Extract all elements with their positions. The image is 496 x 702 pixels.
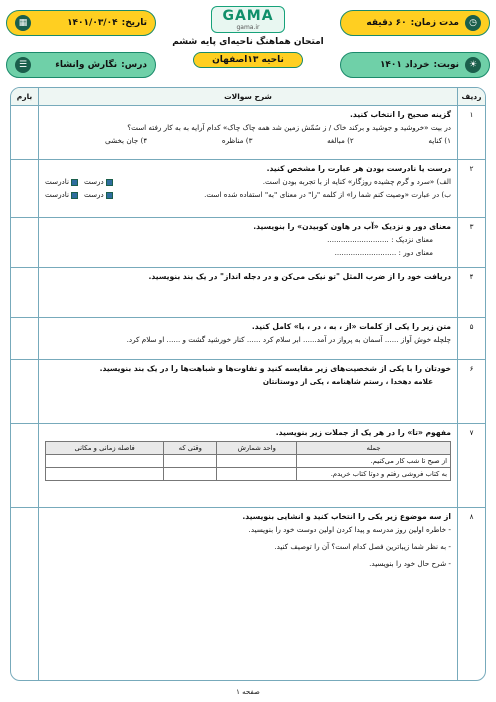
page-number: صفحه ۱ — [236, 688, 260, 696]
books-icon: ☰ — [15, 57, 31, 73]
shift-value: خرداد ۱۴۰۱ — [379, 60, 430, 70]
true-choice[interactable]: درست — [84, 177, 113, 186]
true-choice[interactable]: درست — [84, 190, 113, 199]
shift-label: نوبت: — [433, 60, 459, 70]
date-pill — [6, 10, 156, 36]
option-1[interactable]: ۱) کنایه — [428, 136, 451, 145]
true-false-item — [45, 190, 451, 199]
question-body — [39, 360, 457, 423]
question-text: در بیت «خروشید و جوشید و برکند خاک / ز سُمّش زمین شد همه چاک چاک» کدام آرایه به به کار رفته است؟ — [127, 123, 451, 132]
answer-cell[interactable] — [46, 455, 164, 468]
question-number: ۱ — [457, 106, 485, 159]
sun-icon: ☀ — [465, 57, 481, 73]
statement: ب) در عبارت «وصیت کنم شما را» از کلمه "را" در معنای "به" استفاده شده است. — [204, 190, 451, 199]
duration-pill — [340, 10, 490, 36]
exam-title-box — [156, 6, 340, 80]
questions-table — [10, 87, 486, 681]
header-score: بارم — [11, 88, 39, 105]
question-number: ۷ — [457, 424, 485, 507]
col-sentence: جمله — [297, 442, 451, 455]
option-3[interactable]: ۳) مناظره — [221, 136, 253, 145]
checkbox-icon — [106, 179, 113, 186]
question-body — [39, 424, 457, 507]
gama-logo: GAMA gama.ir — [211, 6, 284, 33]
far-meaning-line: معنای دور : ........................... — [334, 248, 433, 257]
question-title: متن زیر را یکی از کلمات «از ، به ، در ، با» کامل کنید. — [251, 322, 451, 331]
header-description: شرح سوالات — [224, 92, 272, 101]
lesson-label: درس: — [121, 60, 147, 70]
fill-blank-text: چلچله خوش آواز ...... آسمان به پرواز در آمد...... ابر سلام کرد ...... کنار خورشید گشت و ...... او سلام کرد. — [126, 335, 451, 344]
duration-label: مدت زمان: — [410, 18, 459, 28]
sentence-cell: از صبح تا شب کار می‌کنیم. — [297, 455, 451, 468]
question-body — [39, 218, 457, 267]
table-row — [46, 455, 451, 468]
shift-pill — [340, 52, 490, 78]
question-row — [11, 360, 485, 424]
exam-title: امتحان هماهنگ ناحیه‌ای پایه ششم — [172, 37, 324, 47]
duration-value: ۶۰ دقیقه — [366, 18, 407, 28]
option-4[interactable]: ۴) جان بخشی — [105, 136, 148, 145]
score-cell — [11, 318, 39, 359]
question-title: گزینه صحیح را انتخاب کنید. — [349, 110, 451, 119]
near-meaning-line: معنای نزدیک : ........................... — [327, 235, 433, 244]
answer-options — [45, 136, 451, 145]
topic-2: - به نظر شما زیباترین فصل کدام است؟ آن را توصیف کنید. — [274, 542, 451, 551]
question-number: ۳ — [457, 218, 485, 267]
score-cell — [11, 360, 39, 423]
checkbox-icon — [71, 192, 78, 199]
answer-cell[interactable] — [217, 455, 297, 468]
question-title: دریافت خود را از ضرب المثل "تو نیکی می‌کن و در دجله انداز" در یک بند بنویسید. — [148, 272, 451, 281]
question-row — [11, 106, 485, 160]
col-when: وقتی که — [164, 442, 217, 455]
question-row — [11, 218, 485, 268]
true-false-choices — [45, 190, 113, 199]
answer-cell[interactable] — [46, 468, 164, 481]
question-title: درست یا نادرست بودن هر عبارت را مشخص کنید. — [266, 164, 451, 173]
false-choice[interactable]: نادرست — [45, 190, 78, 199]
question-body — [39, 268, 457, 317]
checkbox-icon — [106, 192, 113, 199]
score-cell — [11, 218, 39, 267]
false-choice[interactable]: نادرست — [45, 177, 78, 186]
date-value: ۱۴۰۱/۰۳/۰۴ — [67, 18, 118, 28]
statement: الف) «سرد و گرم چشیده روزگار» کنایه از با تجربه بودن است. — [262, 177, 451, 186]
question-row — [11, 160, 485, 218]
lesson-pill — [6, 52, 156, 78]
true-false-item — [45, 177, 451, 186]
score-cell — [11, 268, 39, 317]
clock-icon: ◷ — [465, 15, 481, 31]
answer-cell[interactable] — [164, 468, 217, 481]
question-number: ۲ — [457, 160, 485, 217]
calendar-icon: ▦ — [15, 15, 31, 31]
question-body — [39, 160, 457, 217]
characters-list: علامه دهخدا ، رستم شاهنامه ، یکی از دوستانتان — [262, 377, 433, 386]
question-row — [11, 508, 485, 680]
table-head-row — [46, 442, 451, 455]
option-2[interactable]: ۲) مبالغه — [327, 136, 354, 145]
score-cell — [11, 160, 39, 217]
col-count-unit: واحد شمارش — [217, 442, 297, 455]
col-distance: فاصله زمانی و مکانی — [46, 442, 164, 455]
exam-header — [6, 6, 490, 80]
score-cell — [11, 106, 39, 159]
question-body — [39, 106, 457, 159]
checkbox-icon — [71, 179, 78, 186]
lesson-value: نگارش وانشاء — [55, 60, 118, 70]
answer-cell[interactable] — [164, 455, 217, 468]
question-number: ۸ — [457, 508, 485, 680]
question-row — [11, 268, 485, 318]
question-body — [39, 318, 457, 359]
table-header — [11, 88, 485, 106]
answer-cell[interactable] — [217, 468, 297, 481]
sentence-cell: به کتاب فروشی رفتم و دوتا کتاب خریدم. — [297, 468, 451, 481]
question-number: ۴ — [457, 268, 485, 317]
region-badge: ناحیه ۱۳اصفهان — [193, 52, 303, 68]
score-cell — [11, 424, 39, 507]
question-title: خودتان را با یکی از شخصیت‌های زیر مقایسه کنید و تفاوت‌ها و شباهت‌ها را در یک بند بنویسید. — [99, 364, 451, 373]
meaning-table — [45, 441, 451, 481]
question-number: ۶ — [457, 360, 485, 423]
score-cell — [11, 508, 39, 680]
true-false-choices — [45, 177, 113, 186]
topic-3: - شرح حال خود را بنویسید. — [369, 559, 451, 568]
question-number: ۵ — [457, 318, 485, 359]
date-label: تاریخ: — [121, 18, 147, 28]
question-row — [11, 318, 485, 360]
question-row — [11, 424, 485, 508]
header-row-number: ردیف — [457, 88, 485, 105]
topic-1: - خاطره اولین روز مدرسه و پیدا کردن اولین دوست خود را بنویسید. — [248, 525, 451, 534]
question-title: معنای دور و نزدیک «آب در هاون کوبیدن» را بنویسید. — [253, 222, 451, 231]
table-row — [46, 468, 451, 481]
question-title: مفهوم «تا» را در هر یک از جملات زیر بنویسید. — [275, 428, 451, 437]
question-body — [39, 508, 457, 680]
question-title: از سه موضوع زیر یکی را انتخاب کنید و انشایی بنویسید. — [242, 512, 451, 521]
